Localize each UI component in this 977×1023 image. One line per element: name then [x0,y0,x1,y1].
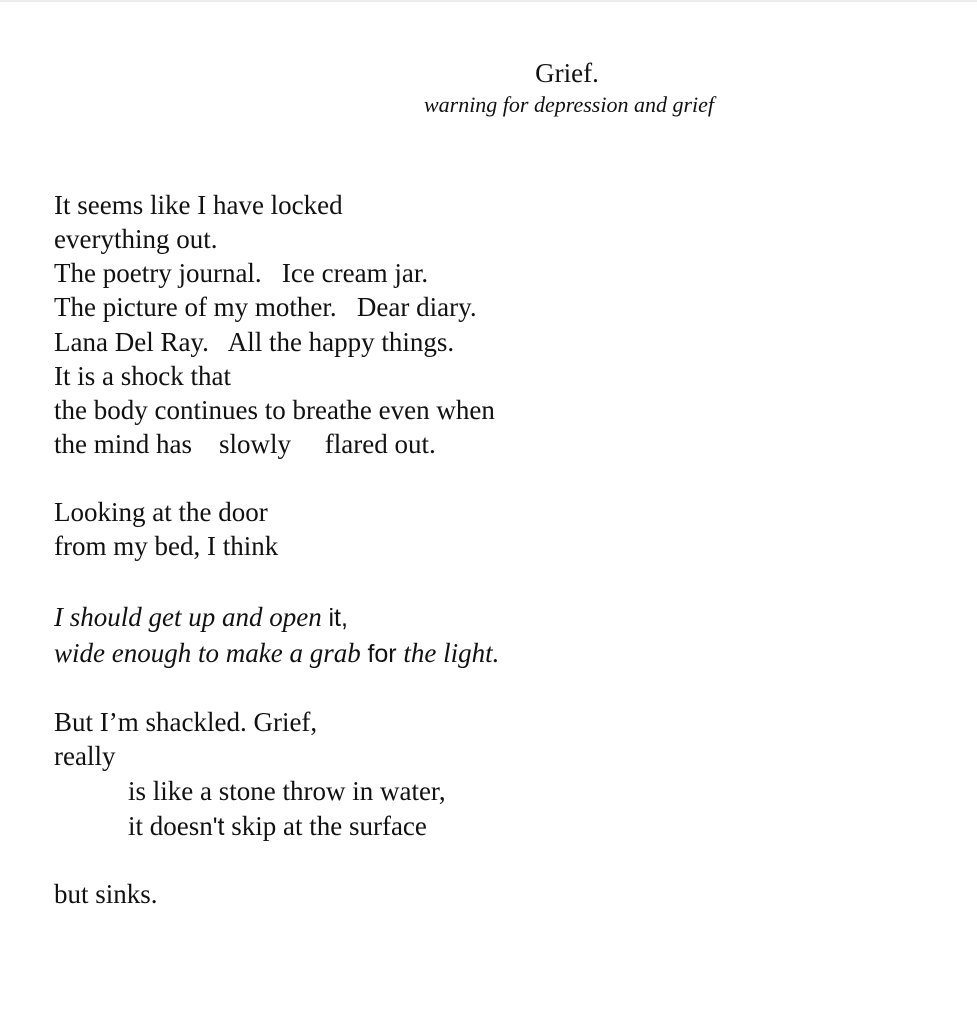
stanza3-line1-text: I should get up and open [54,602,329,632]
stanza3-line2 [54,636,499,671]
stanza1-line3: The poetry journal. Ice cream jar. [54,258,429,288]
final-line: but sinks. [54,879,158,909]
stanza3-line2-for: for [367,640,397,668]
stanza2-line1: Looking at the door [54,497,268,527]
stanza4-indented-line2 [128,809,427,844]
page-top-edge [0,0,977,2]
poem-title: Grief. [535,58,599,88]
stanza1-line8: the mind has slowly flared out. [54,429,436,459]
stanza4-indented-line2-a: it doesn [128,811,213,841]
stanza3-line1 [54,600,348,635]
stanza4-line2: really [54,741,116,771]
stanza4-line1: But I’m shackled. Grief, [54,707,318,737]
stanza1-line7: the body continues to breathe even when [54,395,495,425]
stanza1-line1: It seems like I have locked [54,190,343,220]
stanza4-indented-line1: is like a stone throw in water, [128,776,446,806]
stanza4-indented-line2-apostrophe: 't [212,813,225,841]
stanza4-indented-line2-c: skip at the surface [224,811,427,841]
poem-content-warning: warning for depression and grief [423,92,715,117]
stanza1-line4: The picture of my mother. Dear diary. [54,292,477,322]
stanza1-line6: It is a shock that [54,361,231,391]
stanza3-line1-it: it, [328,604,348,632]
stanza3-line2-end: the light. [396,638,500,668]
stanza1-line5: Lana Del Ray. All the happy things. [54,327,455,357]
stanza2-line2: from my bed, I think [54,531,279,561]
stanza3-line2-text: wide enough to make a grab [54,638,368,668]
stanza1-line2: everything out. [54,224,218,254]
